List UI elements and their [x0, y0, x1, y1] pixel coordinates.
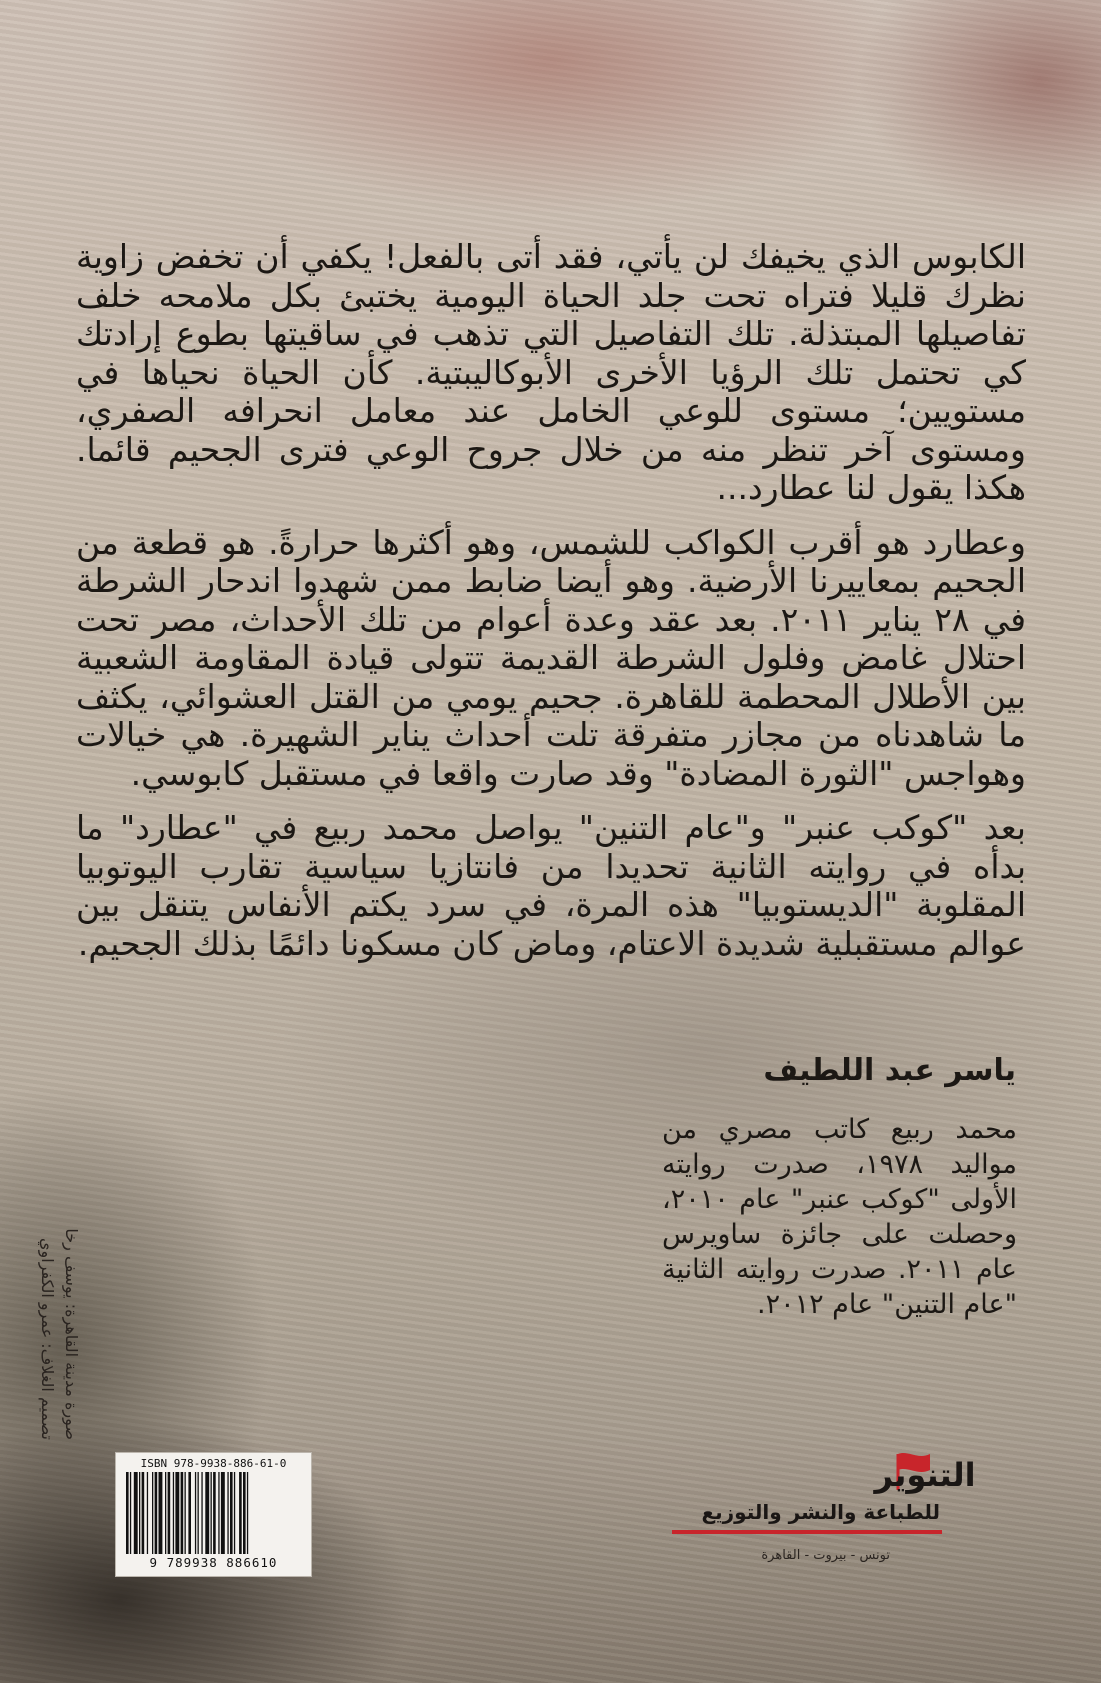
barcode-bar [201, 1472, 202, 1554]
blurb-paragraph-3: بعد "كوكب عنبر" و"عام التنين" يواصل محمد ربيع في "عطارد" ما بدأه في روايته الثانية تحديدا من فانتازيا سياسية تقارب اليوتوبيا المقلوبة "الديستوبيا" هذه المرة، في سرد يكتم الأنفاس يتنقل بين عوالم مستقبلية شديدة الاعتام، وماض كان مسكونا دائمًا بذلك الجحيم. [76, 808, 1026, 963]
barcode-bar [146, 1472, 147, 1554]
publisher-tagline: للطباعة والنشر والتوزيع [701, 1500, 940, 1524]
isbn-barcode [115, 1452, 312, 1577]
barcode-bar [167, 1472, 170, 1554]
barcode-bar [165, 1472, 166, 1554]
barcode-bar [246, 1472, 247, 1554]
publisher-divider [672, 1530, 942, 1534]
barcode-bar [205, 1472, 209, 1554]
blurb-paragraph-2: وعطارد هو أقرب الكواكب للشمس، وهو أكثرها حرارةً. هو قطعة من الجحيم بمعاييرنا الأرضية. وهو أيضا ضابط ممن شهدوا اندحار الشرطة في ٢٨ يناير ٢٠١١. بعد عقد وعدة أعوام من تلك الأحداث، مصر تحت احتلال غامض وفلول الشرطة القديمة تتولى قيادة المقاومة الشعبية بين الأطلال المحطمة للقاهرة. جحيم يومي من القتل العشوائي، يكثف ما شاهدناه من مجازر متفرقة تلت أحداث يناير الشهيرة. هي خيالات وهواجس "الثورة المضادة" وقد صارت واقعا في مستقبل كابوسي. [76, 522, 1026, 793]
barcode-bar [210, 1472, 211, 1554]
isbn-label: ISBN 978-9938-886-61-0 [140, 1457, 287, 1470]
barcode-bar [188, 1472, 191, 1554]
back-cover-blurb [76, 238, 1026, 979]
barcode-bar [158, 1472, 162, 1554]
barcode-digits: 9 789938 886610 [149, 1555, 278, 1570]
barcode-bar [243, 1472, 246, 1554]
barcode-bar [133, 1472, 137, 1554]
blurb-signature: ياسر عبد اللطيف [763, 1053, 1016, 1088]
barcode-bar [230, 1472, 233, 1554]
barcode-bar [139, 1472, 140, 1554]
barcode-bar [129, 1472, 130, 1554]
publisher-block [640, 1450, 1000, 1620]
barcode-bar [154, 1472, 157, 1554]
barcode-bar [218, 1472, 219, 1554]
design-credit: تصميم الغلاف: عمرو الكفراوي [38, 1238, 57, 1440]
blurb-paragraph-1: الكابوس الذي يخيفك لن يأتي، فقد أتى بالفعل! يكفي أن تخفض زاوية نظرك قليلا فتراه تحت جلد الحياة اليومية يختبئ بكل ملامحه خلف تفاصيلها المبتذلة. تلك التفاصيل التي تذهب في ساقيتها بطوع إرادتك كي تحتمل تلك الرؤيا الأخرى الأبوكاليبتية. كأن الحياة نحياها في مستويين؛ مستوى للوعي الخامل عند معامل انحرافه الصفري، ومستوى آخر تنظر منه من خلال جروح الوعي فترى الجحيم قائما. هكذا يقول لنا عطارد... [76, 237, 1026, 507]
barcode-bar [227, 1472, 228, 1554]
barcode-bar [220, 1472, 224, 1554]
author-bio [662, 1112, 1017, 1322]
barcode-bar [141, 1472, 144, 1554]
barcode-bar [172, 1472, 173, 1554]
barcode-bar [126, 1472, 129, 1554]
barcode-bar [180, 1472, 183, 1554]
barcode-bar [175, 1472, 179, 1554]
barcode-bar [233, 1472, 234, 1554]
barcode-bars [124, 1472, 304, 1554]
barcode-bar [184, 1472, 185, 1554]
barcode-bar [239, 1472, 242, 1554]
publisher-cities: تونس - بيروت - القاهرة [761, 1548, 890, 1563]
barcode-bar [194, 1472, 195, 1554]
barcode-bar [152, 1472, 153, 1554]
barcode-bar [213, 1472, 216, 1554]
publisher-name: التنوير [874, 1456, 976, 1494]
author-bio-text: محمد ربيع كاتب مصري من مواليد ١٩٧٨، صدرت روايته الأولى "كوكب عنبر" عام ٢٠١٠، وحصلت على جائزة ساويرس عام ٢٠١١. صدرت روايته الثانية "عام التنين" عام ٢٠١٢. [662, 1114, 1017, 1320]
photo-credit: صورة مدينة القاهرة: يوسف رخا [62, 1228, 81, 1440]
barcode-bar [197, 1472, 198, 1554]
